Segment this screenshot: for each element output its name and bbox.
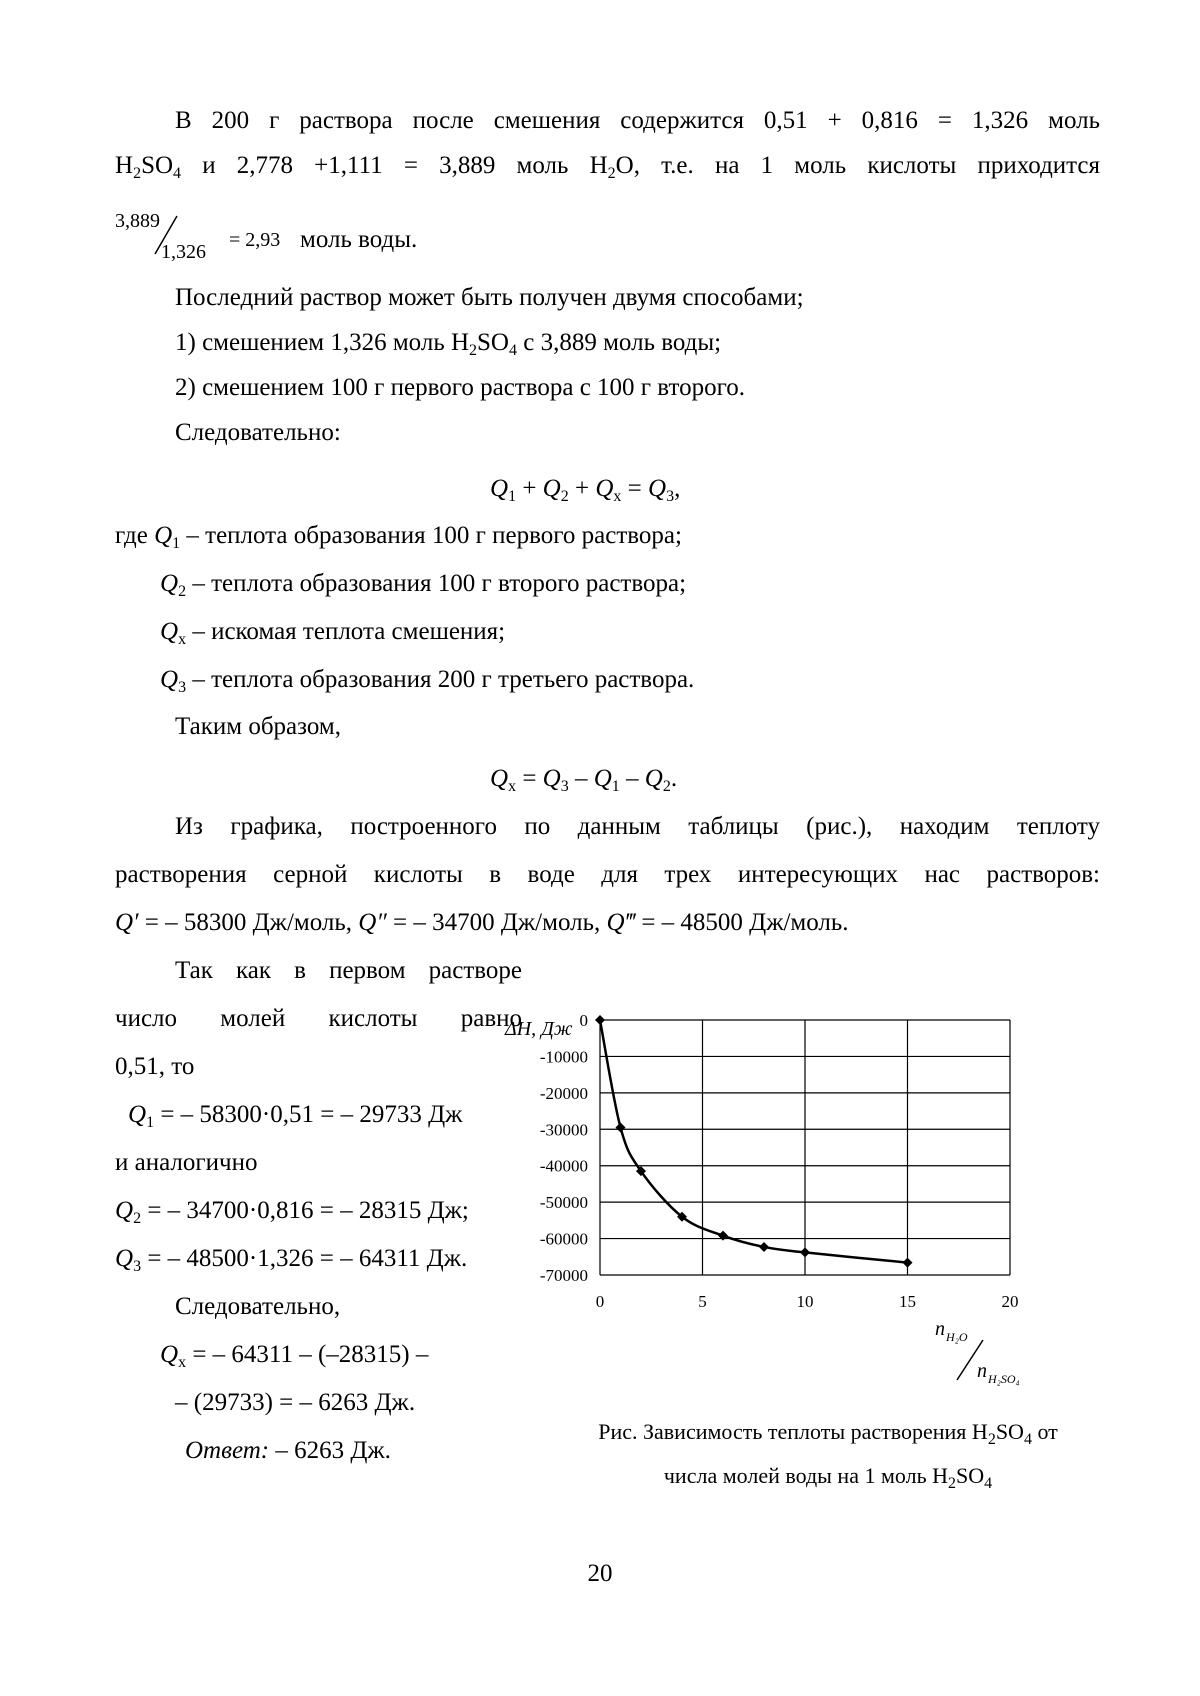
eq-symbol: Q [648, 475, 667, 502]
subscript: 4 [1023, 1431, 1032, 1448]
x-tick-label: 5 [698, 1292, 707, 1311]
definition-line [160, 569, 686, 599]
text: – [568, 765, 594, 792]
text: – теплота образования 100 г первого раствора; [180, 522, 682, 549]
text: – искомая теплота смешения; [186, 618, 506, 645]
subscript: 2 [133, 165, 142, 182]
subscript: 4 [984, 1475, 993, 1492]
eq-symbol: Q [154, 522, 173, 549]
calc-line: – (29733) = – 6263 Дж. [175, 1389, 416, 1416]
eq-symbol: Q [490, 765, 509, 792]
text: SO [141, 152, 174, 179]
x-tick-label: 15 [899, 1292, 916, 1311]
eq-symbol: Q [490, 475, 509, 502]
figure-caption-line [548, 1462, 1108, 1490]
answer-line [185, 1436, 391, 1466]
text: Из графика, построенного по данным таблицы (рис.), находим теплоту [175, 813, 1100, 840]
paragraph-line [115, 860, 1100, 890]
subscript: x [178, 631, 187, 648]
definition-line [115, 521, 682, 551]
answer-label: Ответ: [185, 1437, 270, 1464]
eq-symbol: Q [160, 570, 179, 597]
text: = [621, 475, 649, 502]
subscript: 1 [611, 778, 620, 795]
text: – [619, 765, 645, 792]
paragraph-line: и аналогично [115, 1149, 258, 1176]
y-tick-label: -20000 [539, 1083, 588, 1103]
text: с 3,889 моль воды; [517, 329, 722, 356]
y-tick-label: -10000 [539, 1047, 588, 1067]
subscript: 2 [178, 583, 187, 600]
x-axis-label-denominator-sub: H₂SO₄ [988, 1372, 1020, 1386]
list-item: 2) смешением 100 г первого раствора с 100 г второго. [175, 374, 745, 401]
chart-svg [505, 985, 1120, 1405]
y-tick-label: -50000 [539, 1193, 588, 1213]
x-axis-label-numerator-sub: H₂O [946, 1330, 968, 1344]
x-tick-label: 20 [1001, 1292, 1019, 1311]
text: = – 64311 – (–28315) – [186, 1341, 429, 1368]
text: + [516, 475, 543, 502]
fraction-numerator: 3,889 [115, 210, 160, 232]
paragraph-line: Следовательно: [175, 419, 341, 446]
eq-symbol: Q [160, 1341, 179, 1368]
subscript: 1 [146, 1114, 155, 1131]
eq-symbol: Q [160, 666, 179, 693]
subscript: 4 [173, 165, 182, 182]
fraction-denominator: 1,326 [161, 241, 206, 263]
subscript: x [178, 1354, 187, 1371]
text: числа молей воды на 1 моль H [663, 1463, 949, 1488]
definition-line [160, 617, 505, 647]
text: В 200 г раствора после смешения содержится 0,51 + 0,816 = 1,326 моль [175, 107, 1100, 134]
text: – теплота образования 100 г второго раствора; [186, 570, 687, 597]
paragraph-line [115, 908, 849, 938]
paragraph-line: 0,51, то [115, 1053, 195, 1080]
fraction-svg [115, 210, 455, 270]
text: H [115, 152, 134, 179]
subscript: x [613, 488, 622, 505]
paragraph-line: Так как в первом растворе [175, 957, 522, 984]
eq-symbol: Q [644, 765, 663, 792]
subscript: 2 [469, 342, 478, 359]
text: = – 58300 Дж/моль, [138, 909, 359, 936]
eq-symbol: Q [542, 765, 561, 792]
enthalpy-chart [505, 985, 1120, 1405]
subscript: 2 [987, 1431, 996, 1448]
subscript: 4 [509, 342, 517, 359]
text: = – 48500·1,326 = – 64311 Дж. [141, 1245, 468, 1272]
fraction-tail: моль воды. [300, 226, 418, 253]
text: от [1031, 1419, 1058, 1444]
page-number: 20 [587, 1560, 613, 1587]
subscript: 2 [560, 488, 569, 505]
calc-line [160, 1340, 428, 1370]
data-point [595, 1015, 605, 1025]
subscript: 1 [508, 488, 517, 505]
eq-symbol: Q [128, 1101, 147, 1128]
text: O, т.е. на 1 моль кислоты приходится [615, 152, 1100, 179]
eq-symbol: Q′ [115, 909, 139, 936]
paragraph-line [115, 151, 1100, 181]
calc-line [115, 1196, 469, 1226]
subscript: 2 [133, 1210, 142, 1227]
paragraph-line: Следовательно, [175, 1293, 341, 1320]
subscript: x [508, 778, 517, 795]
subscript: 3 [666, 488, 675, 505]
y-tick-label: -60000 [539, 1229, 588, 1249]
data-point [616, 1122, 626, 1132]
eq-symbol: Q [595, 475, 614, 502]
text: – теплота образования 200 г третьего раствора. [186, 666, 695, 693]
eq-symbol: Q‴ [606, 909, 636, 936]
y-tick-label: 0 [579, 1011, 588, 1030]
text: = [516, 765, 543, 792]
paragraph-line [115, 106, 1100, 136]
fraction-result: = 2,93 [229, 229, 281, 251]
text: . [670, 765, 678, 792]
text: SO [477, 329, 509, 356]
eq-symbol: Q [542, 475, 561, 502]
eq-symbol: Q [115, 1245, 134, 1272]
paragraph-line: Таким образом, [175, 713, 341, 740]
text: = – 58300·0,51 = – 29733 Дж [154, 1101, 463, 1128]
text: и 2,778 +1,111 = 3,889 моль H [181, 152, 608, 179]
y-tick-label: -30000 [539, 1120, 588, 1140]
y-tick-label: -40000 [539, 1156, 588, 1176]
y-axis-label: ΔH, Дж [505, 1018, 573, 1040]
calc-line [128, 1100, 462, 1130]
paragraph-line: число молей кислоты равно [115, 1005, 522, 1032]
y-tick-label: -70000 [539, 1266, 588, 1285]
data-point [759, 1242, 769, 1252]
definition-line [160, 665, 694, 695]
subscript: 2 [948, 1475, 957, 1492]
text: = – 34700 Дж/моль, [386, 909, 607, 936]
eq-symbol: Q [160, 618, 179, 645]
subscript: 3 [133, 1258, 142, 1275]
figure-caption-line [548, 1418, 1108, 1446]
data-point [903, 1258, 913, 1268]
subscript: 2 [607, 165, 616, 182]
text: растворения серной кислоты в воде для трех интересующих нас растворов: [115, 861, 1100, 888]
text: – 6263 Дж. [269, 1437, 391, 1464]
data-point [800, 1247, 810, 1257]
text: Рис. Зависимость теплоты растворения H [598, 1419, 988, 1444]
eq-symbol: Q [593, 765, 612, 792]
list-item [175, 328, 721, 358]
x-tick-label: 0 [595, 1292, 605, 1311]
text: SO [995, 1419, 1024, 1444]
equation [490, 764, 677, 794]
x-axis-label-denominator: n [977, 1360, 987, 1382]
subscript: 1 [172, 535, 181, 552]
fraction-expression [115, 210, 455, 270]
text: , [674, 475, 681, 502]
x-tick-label: 10 [796, 1292, 814, 1311]
text: + [568, 475, 596, 502]
text: SO [956, 1463, 985, 1488]
equation [490, 474, 680, 504]
x-axis-label-numerator: n [935, 1318, 945, 1340]
text: = – 34700·0,816 = – 28315 Дж; [141, 1197, 469, 1224]
paragraph-line: Последний раствор может быть получен двумя способами; [175, 284, 804, 311]
paragraph-line [115, 812, 1100, 842]
text: = – 48500 Дж/моль. [635, 909, 849, 936]
eq-symbol: Q [115, 1197, 134, 1224]
eq-symbol: Q″ [358, 909, 387, 936]
text: 1) смешением 1,326 моль H [175, 329, 470, 356]
subscript: 3 [560, 778, 569, 795]
subscript: 3 [178, 679, 187, 696]
subscript: 2 [662, 778, 671, 795]
calc-line [115, 1244, 467, 1274]
text: где [115, 522, 155, 549]
